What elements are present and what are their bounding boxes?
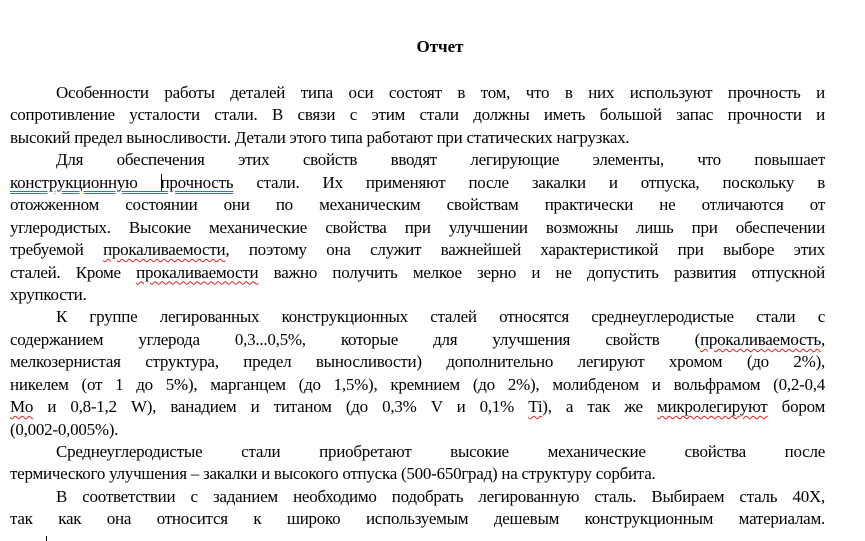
text-run: бором [767,397,825,417]
spelling-error-word[interactable]: микролегируют [657,397,768,417]
text-run: В соответствии с заданием необходимо подобрать легированную сталь. Выбираем сталь 40Х, [56,486,825,506]
text-line [10,127,825,149]
text-run: содержанием углерода 0,3...0,5%, которые для улучшения свойств ( [10,329,701,349]
text-line [10,329,825,351]
text-line [10,284,825,306]
text-run: никелем (от 1 до 5%), марганцем (до 1,5%), кремнием (до 2%), молибденом и вольфрамом (0,2-0,4 [10,374,825,394]
text-run: ), а так же [542,397,658,417]
spelling-error-word[interactable]: Mo [10,397,34,417]
text-line [10,262,825,284]
document-body[interactable] [10,82,825,531]
text-line [10,306,825,328]
text-run: термического улучшения – закалки и высокого отпуска (500-650град) на структуру сорбита. [10,464,656,484]
text-run: сопротивление усталости стали. В связи с этим стали должны иметь большой запас прочности и [10,105,825,125]
text-run: К группе легированных конструкционных сталей относятся среднеуглеродистые стали с [56,307,825,327]
text-run: отожженном состоянии они по механическим свойствам практически не отличаются от [10,195,825,215]
spelling-error-word[interactable]: прокаливаемости [136,262,259,282]
text-line [10,486,825,508]
grammar-flagged-text[interactable]: конструкционную [10,172,161,192]
paragraph [10,486,825,531]
text-run: хрупкости. [10,284,87,304]
spelling-error-word[interactable]: Ti [528,397,543,417]
text-line [10,508,825,530]
text-run: Особенности работы деталей типа оси состоят в том, что в них используют прочность и [56,83,825,102]
text-run: высокий предел выносливости. Детали этого типа работают при статических нагрузках. [10,127,630,147]
text-line [10,149,825,171]
text-run: и 0,8-1,2 W), ванадием и титаном (до 0,3% V и 0,1% [33,397,529,417]
spelling-error-word[interactable]: прокаливаемость [700,329,821,349]
text-run: Для обеспечения этих свойств вводят легирующие элементы, что повышает [56,150,825,170]
document-title: Отчет [416,37,464,56]
spelling-error-word[interactable]: прокаливаемости [103,240,226,260]
paragraph [10,82,825,149]
text-line [10,419,825,441]
text-run: мелкозернистая структура, предел выносливости) дополнительно легируют хромом (до 2%), [10,352,825,372]
text-line [10,217,825,239]
text-run: так как она относится к широко используемым дешевым конструкционным материалам. [10,509,825,529]
text-line [10,351,825,373]
text-line [10,104,825,126]
text-run: (0,002-0,005%). [10,419,119,439]
text-line [10,396,825,418]
paragraph [10,306,825,441]
text-run: углеродистых. Высокие механические свойства при улучшении возможны лишь при обеспечении [10,217,825,237]
text-run: сталей. Кроме [10,262,137,282]
text-run: , [821,329,825,349]
paragraph-mark [46,536,47,541]
text-line [10,172,825,194]
text-run: , поэтому она служит важнейшей характеристикой при выборе этих [225,240,825,260]
grammar-flagged-text[interactable]: прочность [160,172,234,192]
text-line [10,82,825,104]
paragraph [10,441,825,486]
text-line [10,463,825,485]
text-line [10,374,825,396]
text-run: требуемой [10,240,104,260]
text-line [10,239,825,261]
text-run: Среднеуглеродистые стали приобретают высокие механические свойства после [56,442,825,461]
text-line [10,194,825,216]
text-run: важно получить мелкое зерно и не допустить развития отпускной [258,262,825,282]
paragraph [10,149,825,306]
text-line [10,441,825,463]
text-run: стали. Их применяют после закалки и отпуска, поскольку в [233,172,825,192]
